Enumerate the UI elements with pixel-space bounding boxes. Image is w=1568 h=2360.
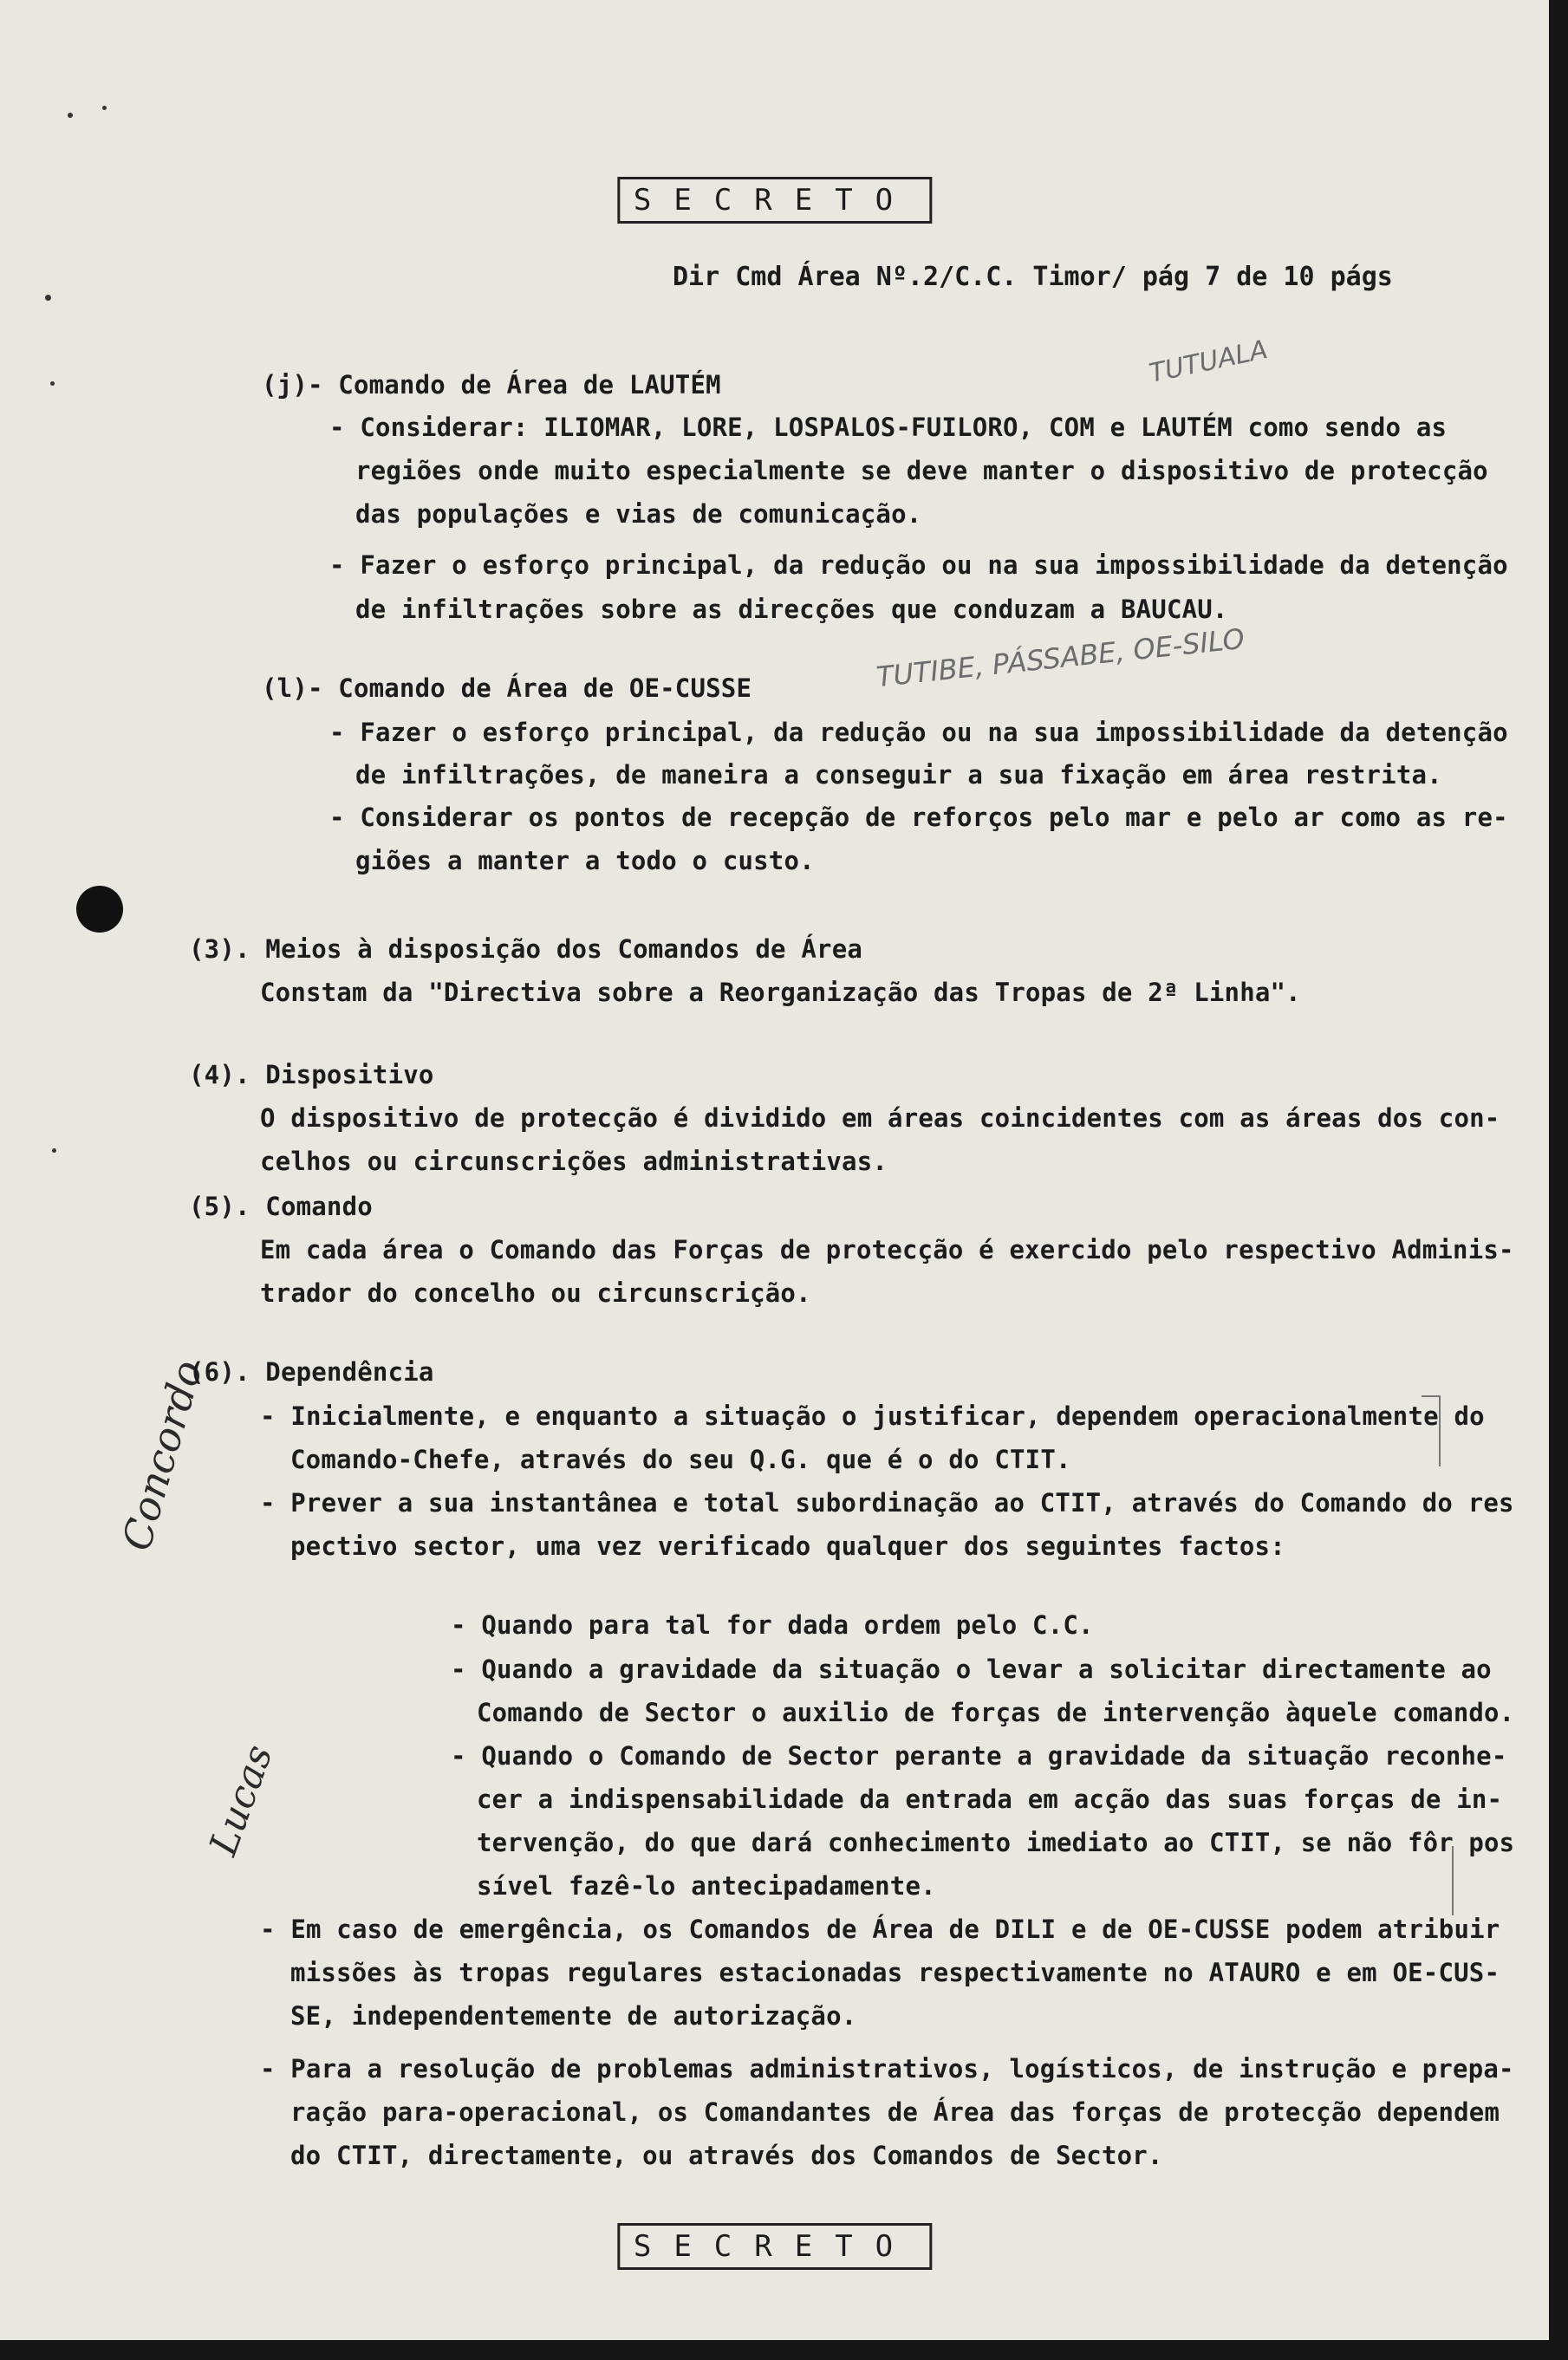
handwritten-annotation-top: TUTUALA bbox=[1146, 335, 1271, 389]
text-line: SE, independentemente de autorização. bbox=[290, 2001, 857, 2031]
text-line: das populações e vias de comunicação. bbox=[355, 499, 922, 529]
text-line: celhos ou circunscrições administrativas. bbox=[260, 1147, 888, 1176]
text-line: regiões onde muito especialmente se deve manter o dispositivo de protecção bbox=[355, 456, 1488, 485]
text-line: tervenção, do que dará conhecimento imediato ao CTIT, se não fôr pos bbox=[477, 1828, 1515, 1857]
speck bbox=[45, 295, 51, 301]
text-line: pectivo sector, uma vez verificado qualquer dos seguintes factos: bbox=[290, 1531, 1285, 1561]
section-heading-5: (5). Comando bbox=[189, 1192, 373, 1221]
text-line: - Fazer o esforço principal, da redução ou na sua impossibilidade da detenção bbox=[329, 550, 1508, 580]
text-line: - Fazer o esforço principal, da redução ou na sua impossibilidade da detenção bbox=[329, 718, 1508, 747]
text-line: - Em caso de emergência, os Comandos de Área de DILI e de OE-CUSSE podem atribuir bbox=[260, 1915, 1500, 1944]
text-line: trador do concelho ou circunscrição. bbox=[260, 1278, 811, 1308]
text-line: - Quando a gravidade da situação o levar a solicitar directamente ao bbox=[451, 1655, 1492, 1684]
text-line: Constam da "Directiva sobre a Reorganização das Tropas de 2ª Linha". bbox=[260, 978, 1301, 1007]
speck bbox=[50, 381, 55, 386]
text-line: Em cada área o Comando das Forças de protecção é exercido pelo respectivo Adminis- bbox=[260, 1235, 1514, 1265]
text-line: - Quando para tal for dada ordem pelo C.C. bbox=[451, 1610, 1094, 1640]
text-line: ração para-operacional, os Comandantes de Área das forças de protecção dependem bbox=[290, 2097, 1500, 2127]
classification-stamp-top: SECRETO bbox=[617, 177, 932, 224]
text-line: - Considerar: ILIOMAR, LORE, LOSPALOS-FUILORO, COM e LAUTÉM como sendo as bbox=[329, 413, 1448, 442]
text-line: sível fazê-lo antecipadamente. bbox=[477, 1871, 936, 1901]
text-line: Comando de Sector o auxilio de forças de intervenção àquele comando. bbox=[477, 1698, 1515, 1727]
classification-stamp-bottom: SECRETO bbox=[617, 2223, 932, 2270]
speck bbox=[52, 1148, 56, 1153]
handwritten-signature: Concordo bbox=[113, 1355, 211, 1556]
text-line: - Considerar os pontos de recepção de reforços pelo mar e pelo ar como as re- bbox=[329, 803, 1508, 832]
speck bbox=[68, 113, 73, 118]
text-line: de infiltrações sobre as direcções que conduzam a BAUCAU. bbox=[355, 595, 1228, 624]
text-line: de infiltrações, de maneira a conseguir a sua fixação em área restrita. bbox=[355, 760, 1442, 790]
section-heading-3: (3). Meios à disposição dos Comandos de Área bbox=[189, 934, 863, 964]
section-heading-4: (4). Dispositivo bbox=[189, 1060, 434, 1089]
text-line: do CTIT, directamente, ou através dos Comandos de Sector. bbox=[290, 2141, 1163, 2170]
text-line: - Para a resolução de problemas administrativos, logísticos, de instrução e prepa- bbox=[260, 2054, 1514, 2084]
text-line: giões a manter a todo o custo. bbox=[355, 846, 815, 875]
text-line: O dispositivo de protecção é dividido em áreas coincidentes com as áreas dos con- bbox=[260, 1103, 1500, 1133]
text-line: - Prever a sua instantânea e total subordinação ao CTIT, através do Comando do res bbox=[260, 1488, 1514, 1518]
section-heading-l: (l)- Comando de Área de OE-CUSSE bbox=[262, 673, 752, 703]
punch-hole bbox=[76, 886, 123, 933]
text-line: Comando-Chefe, através do seu Q.G. que é o do CTIT. bbox=[290, 1445, 1071, 1474]
text-line: missões às tropas regulares estacionadas respectivamente no ATAURO e em OE-CUS- bbox=[290, 1958, 1500, 1987]
text-line: cer a indispensabilidade da entrada em acção das suas forças de in- bbox=[477, 1785, 1503, 1814]
text-line: - Inicialmente, e enquanto a situação o justificar, dependem operacionalmente do bbox=[260, 1401, 1485, 1431]
section-heading-j: (j)- Comando de Área de LAUTÉM bbox=[262, 370, 721, 400]
text-line: - Quando o Comando de Sector perante a gravidade da situação reconhe- bbox=[451, 1741, 1507, 1771]
speck bbox=[102, 106, 107, 110]
section-heading-6: (6). Dependência bbox=[189, 1357, 434, 1387]
handwritten-initials: Lucas bbox=[201, 1739, 282, 1862]
handwritten-annotation-middle: TUTIBE, PÁSSABE, OE-SILO bbox=[875, 621, 1246, 694]
document-reference: Dir Cmd Área Nº.2/C.C. Timor/ pág 7 de 10 págs bbox=[673, 262, 1393, 292]
